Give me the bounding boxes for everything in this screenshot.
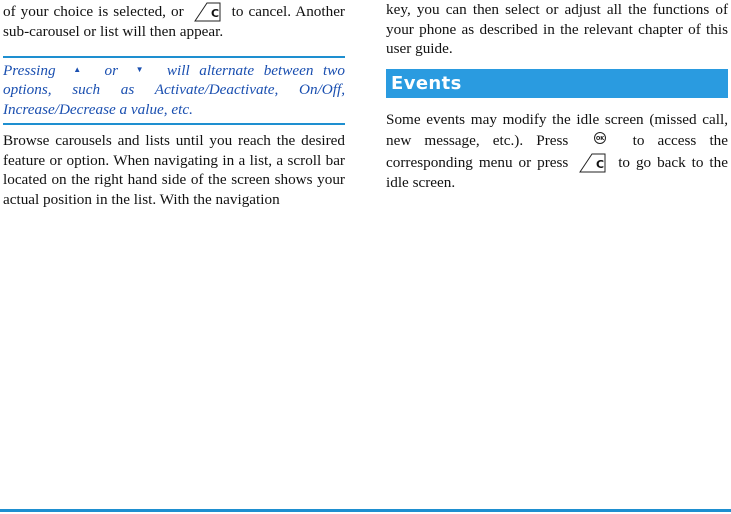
c-key-icon bbox=[578, 151, 608, 173]
svg-text:C: C bbox=[210, 7, 219, 20]
ok-key-icon bbox=[585, 129, 615, 151]
events-text-before: Some events may modify the idle screen (missed call, new message, etc.). Press bbox=[386, 110, 728, 149]
right-column bbox=[386, 0, 728, 193]
events-text-middle: to access the corresponding menu or press bbox=[386, 132, 728, 171]
events-text-after: to go back to the idle screen. bbox=[386, 154, 728, 191]
footer-rule bbox=[0, 509, 731, 512]
note-or: or bbox=[94, 61, 128, 79]
down-arrow-icon: ▼ bbox=[135, 64, 150, 74]
note-rest: will alternate between two options, such as Activate/Deactivate, On/Off, Increase/Decrease a value, etc. bbox=[3, 61, 345, 118]
up-arrow-icon: ▲ bbox=[73, 64, 87, 74]
left-column bbox=[3, 0, 345, 209]
svg-text:C: C bbox=[596, 158, 605, 171]
c-key-icon bbox=[193, 0, 223, 22]
note-box bbox=[3, 56, 345, 126]
paragraph-navigation-key: key, you can then select or adjust all the functions of your phone as described in the relevant chapter of this user guide. bbox=[386, 1, 728, 57]
paragraph-cancel bbox=[3, 0, 345, 42]
section-heading-events: Events bbox=[386, 69, 728, 98]
paragraph-cancel-text-after: to cancel. Another sub-carousel or list will then appear. bbox=[3, 3, 345, 40]
note-pressing: Pressing bbox=[3, 61, 66, 79]
paragraph-cancel-text-before: of your choice is selected, or bbox=[3, 3, 189, 20]
svg-text:OK: OK bbox=[596, 136, 605, 142]
note-text bbox=[3, 60, 345, 120]
paragraph-events bbox=[386, 110, 728, 193]
paragraph-browse: Browse carousels and lists until you reach the desired feature or option. When navigating in a list, a scroll bar located on the right hand side of the screen shows your actual position in the list. With the navigation bbox=[3, 132, 345, 208]
